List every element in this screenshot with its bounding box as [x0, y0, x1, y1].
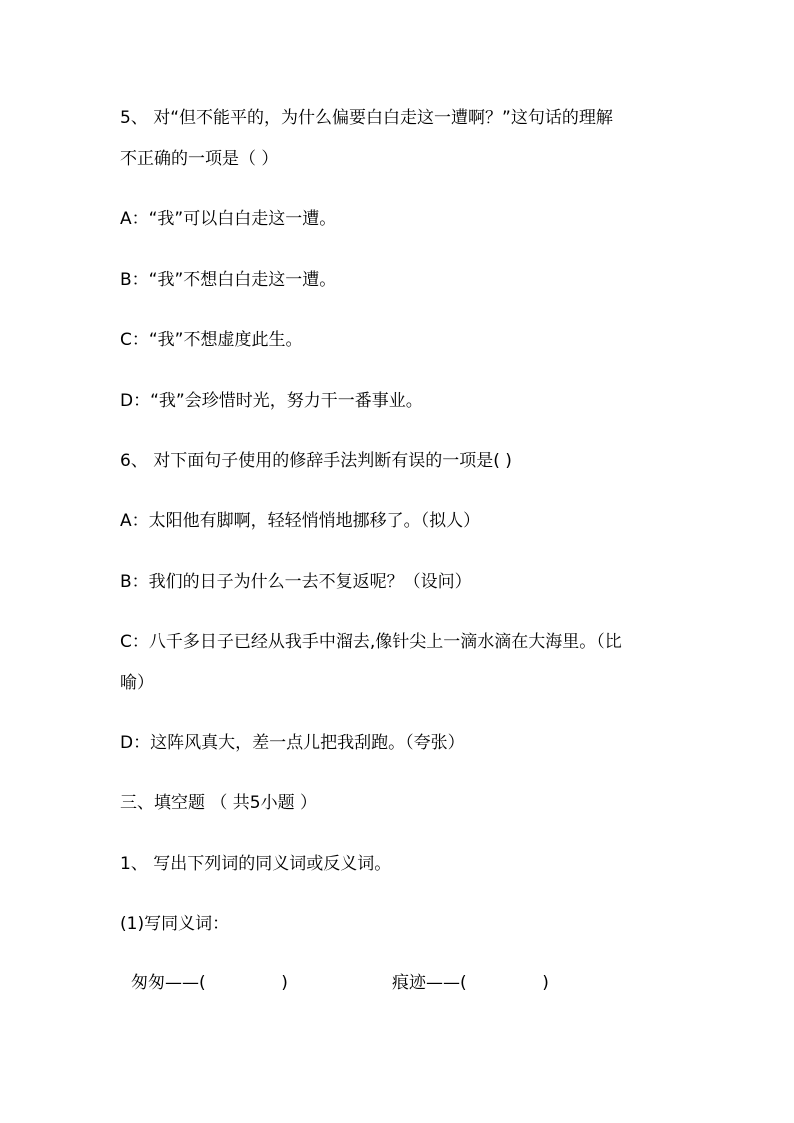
- fill-blank-row-2: [392, 973, 549, 993]
- fill-question-1-part-1: (1)写同义词：: [120, 914, 230, 934]
- question-6-option-c-line-2: 喻）: [120, 673, 154, 693]
- question-6-stem: 6、 对下面句子使用的修辞手法判断有误的一项是( ): [120, 451, 512, 471]
- question-5-option-d: D：“我”会珍惜时光，努力干一番事业。: [120, 391, 423, 411]
- question-5-option-a: A：“我”可以白白走这一遭。: [120, 209, 337, 229]
- question-5-stem-line-1: 5、 对“但不能平的，为什么偏要白白走这一遭啊？”这句话的理解: [120, 108, 613, 128]
- question-5-option-c: C：“我”不想虚度此生。: [120, 330, 303, 350]
- fill-blank-item-1[interactable]: 匆匆——( ): [131, 973, 288, 993]
- question-5-stem-line-2: 不正确的一项是（ ）: [120, 149, 279, 169]
- fill-question-1-stem: 1、 写出下列词的同义词或反义词。: [120, 854, 392, 874]
- question-5-option-b: B：“我”不想白白走这一遭。: [120, 270, 337, 290]
- question-6-option-b: B：我们的日子为什么一去不复返呢？（设问）: [120, 572, 472, 592]
- question-6-option-d: D：这阵风真大，差一点儿把我刮跑。（夸张）: [120, 733, 465, 753]
- fill-blank-row: [131, 973, 288, 993]
- question-6-option-c-line-1: C：八千多日子已经从我手中溜去,像针尖上一滴水滴在大海里。（比: [120, 632, 622, 652]
- fill-blank-item-2[interactable]: 痕迹——( ): [392, 973, 549, 993]
- question-6-option-a: A：太阳他有脚啊，轻轻悄悄地挪移了。（拟人）: [120, 511, 481, 531]
- section-3-heading: 三、填空题 （ 共5小题 ）: [120, 793, 318, 813]
